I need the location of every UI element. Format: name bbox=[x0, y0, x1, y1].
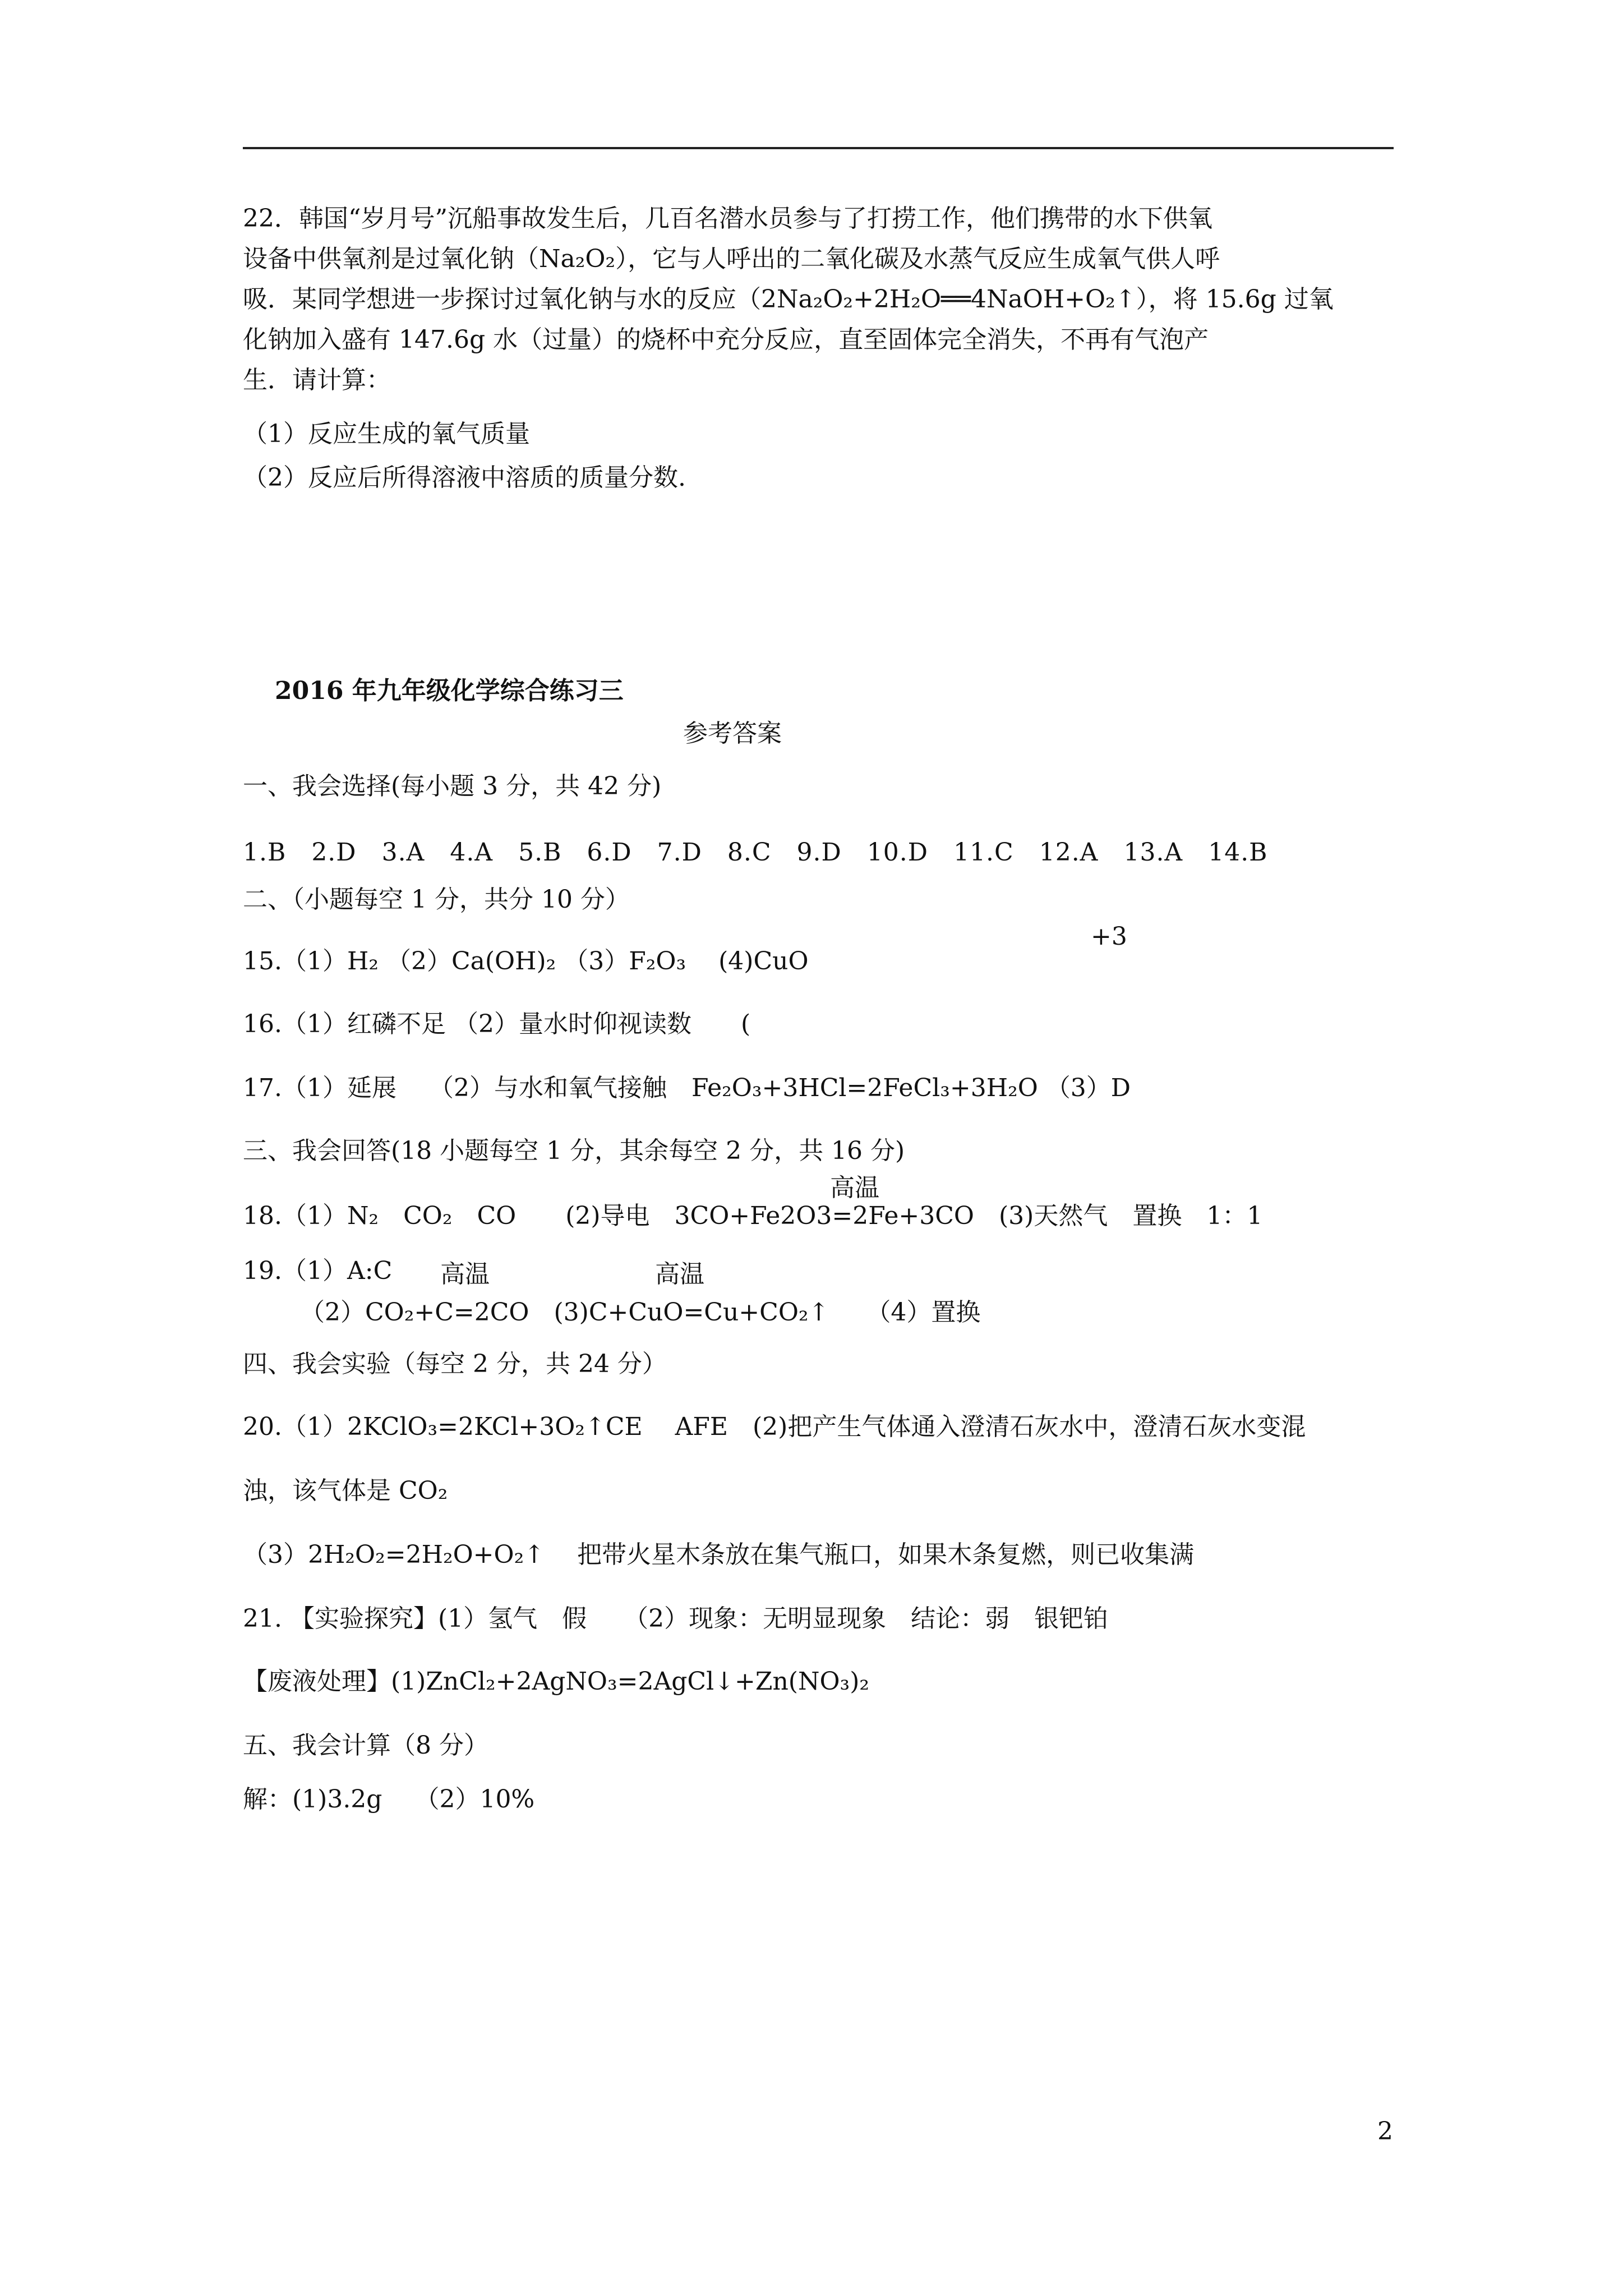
section-4-heading: 四、我会实验（每空 2 分，共 24 分） bbox=[243, 1350, 667, 1378]
section-1-heading: 一、我会选择(每小题 3 分，共 42 分) bbox=[243, 772, 662, 800]
answer-17: 17.（1）延展 （2）与水和氧气接触 Fe₂O₃+3HCl=2FeCl₃+3H₂O （3）D bbox=[243, 1074, 1131, 1102]
answer-21-line-1: 21. 【实验探究】(1）氢气 假 （2）现象：无明显现象 结论：弱 银钯铂 bbox=[243, 1604, 1109, 1633]
question-line-3: 吸．某同学想进一步探讨过氧化钠与水的反应（2Na₂O₂+2H₂O══4NaOH+O₂↑），将 15.6g 过氧 bbox=[243, 285, 1334, 314]
question-line-1: 22．韩国“岁月号”沉船事故发生后，几百名潜水员参与了打捞工作，他们携带的水下供氧 bbox=[243, 204, 1212, 233]
choice-answers: 1.B 2.D 3.A 4.A 5.B 6.D 7.D 8.C 9.D 10.D 11.C 12.A 13.A 14.B bbox=[243, 838, 1268, 867]
condition-high-temp-1: 高温 bbox=[830, 1174, 879, 1202]
section-2-heading: 二、（小题每空 1 分，共分 10 分） bbox=[243, 885, 630, 914]
answer-20-line-2: 浊，该气体是 CO₂ bbox=[243, 1476, 448, 1505]
answer-19-part-1: 19.（1）A:C bbox=[243, 1257, 393, 1285]
answer-19-part-2: （2）CO₂+C=2CO (3)C+CuO=Cu+CO₂↑ （4）置换 bbox=[300, 1298, 981, 1327]
answer-20-line-3: （3）2H₂O₂=2H₂O+O₂↑ 把带火星木条放在集气瓶口，如果木条复燃，则已收集满 bbox=[243, 1540, 1195, 1569]
answer-18: 18.（1）N₂ CO₂ CO (2)导电 3CO+Fe2O3=2Fe+3CO (3)天然气 置换 1：1 bbox=[243, 1202, 1263, 1230]
section-3-heading: 三、我会回答(18 小题每空 1 分，其余每空 2 分，共 16 分) bbox=[243, 1137, 905, 1165]
question-part-1: （1）反应生成的氧气质量 bbox=[243, 420, 530, 448]
answer-15: 15.（1）H₂ （2）Ca(OH)₂ （3）F₂O₃ (4)CuO bbox=[243, 947, 809, 976]
answer-16: 16.（1）红磷不足 （2）量水时仰视读数 ( bbox=[243, 1010, 751, 1038]
answer-subtitle: 参考答案 bbox=[683, 719, 782, 748]
question-line-4: 化钠加入盛有 147.6g 水（过量）的烧杯中充分反应，直至固体完全消失，不再有气泡产 bbox=[243, 325, 1209, 354]
answer-21-line-2: 【废液处理】(1)ZnCl₂+2AgNO₃=2AgCl↓+Zn(NO₃)₂ bbox=[243, 1667, 869, 1696]
answer-title: 2016 年九年级化学综合练习三 bbox=[275, 677, 624, 705]
header-rule bbox=[243, 147, 1394, 149]
condition-high-temp-3: 高温 bbox=[655, 1260, 704, 1289]
condition-high-temp-2: 高温 bbox=[440, 1260, 490, 1289]
page-number: 2 bbox=[1377, 2117, 1393, 2146]
valence-mark: +3 bbox=[1091, 922, 1127, 951]
section-5-heading: 五、我会计算（8 分） bbox=[243, 1731, 488, 1760]
question-line-2: 设备中供氧剂是过氧化钠（Na₂O₂），它与人呼出的二氧化碳及水蒸气反应生成氧气供人呼 bbox=[243, 245, 1220, 273]
answer-20-line-1: 20.（1）2KClO₃=2KCl+3O₂↑CE AFE (2)把产生气体通入澄清石灰水中，澄清石灰水变混 bbox=[243, 1412, 1306, 1441]
question-line-5: 生．请计算： bbox=[243, 366, 391, 394]
question-part-2: （2）反应后所得溶液中溶质的质量分数. bbox=[243, 463, 686, 492]
answer-22: 解：(1)3.2g （2）10% bbox=[243, 1785, 535, 1814]
